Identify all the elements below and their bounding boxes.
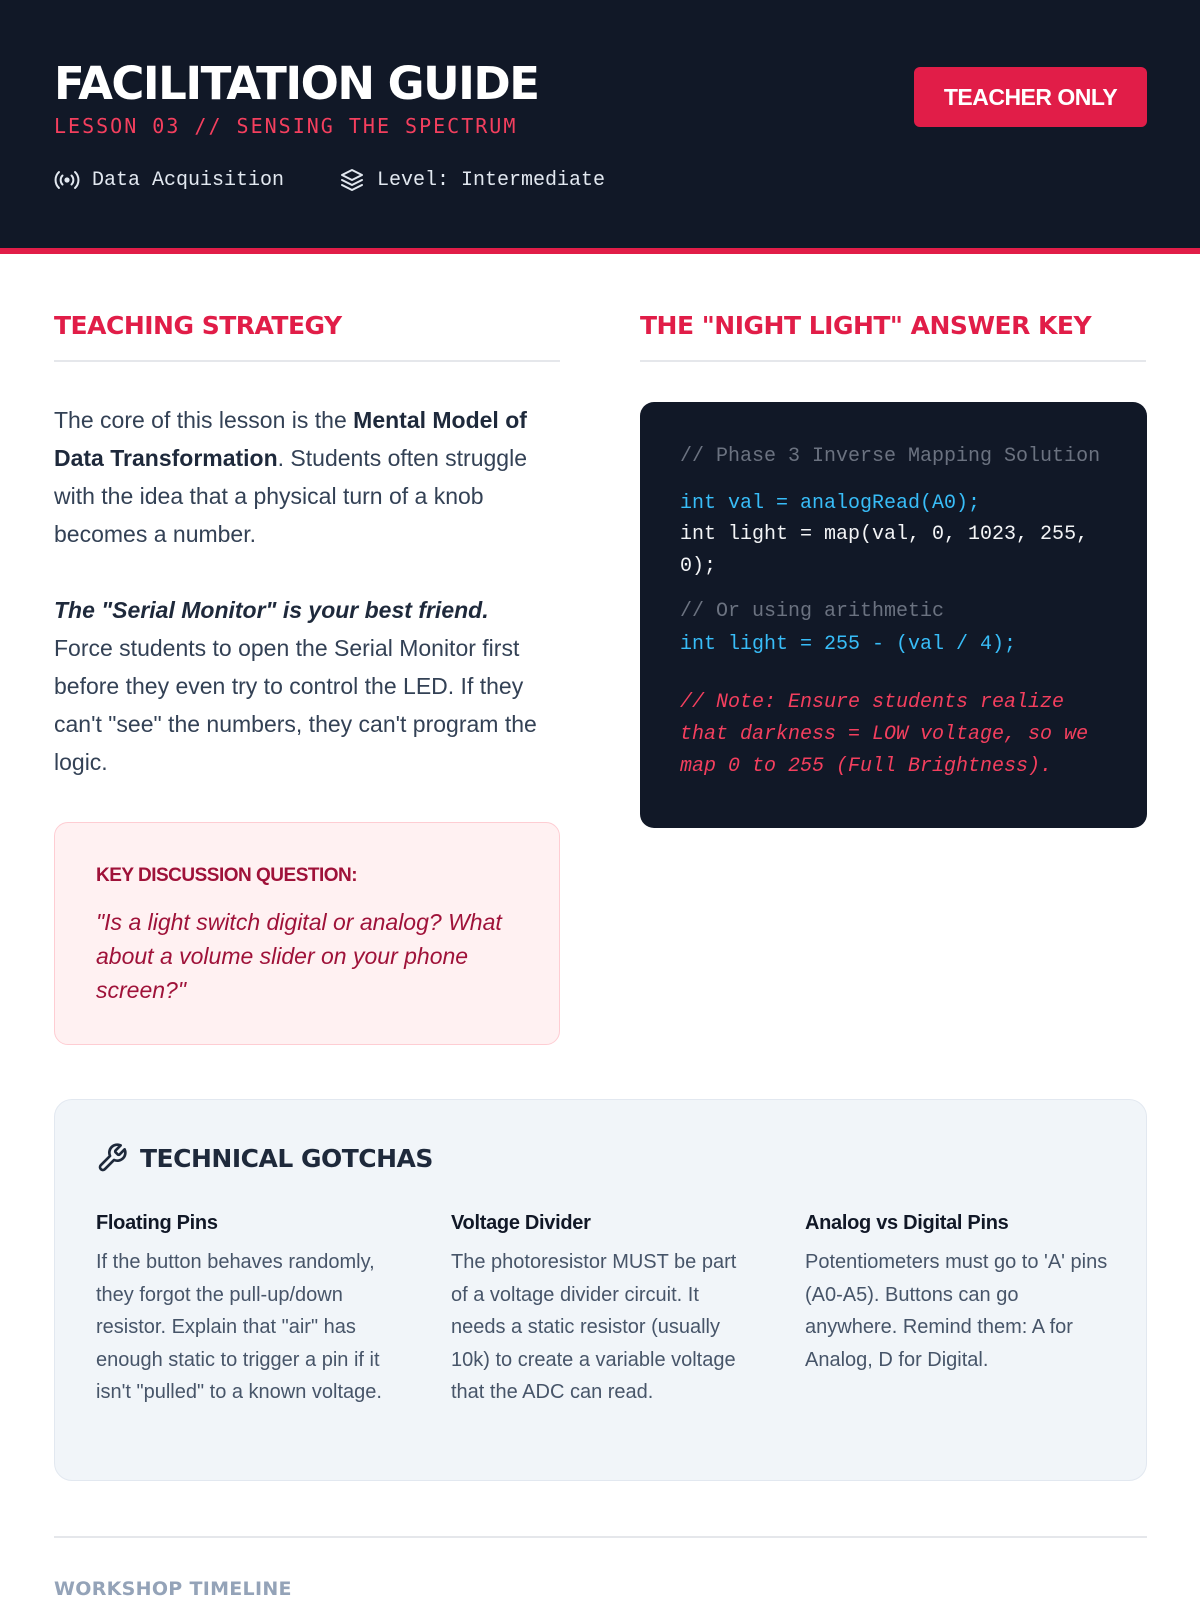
gotcha-voltage-divider [451, 1210, 756, 1409]
gotcha-floating-pins [96, 1210, 401, 1409]
lead-text: The "Serial Monitor" is your best friend. [54, 597, 489, 623]
strategy-body [54, 401, 564, 819]
code-line: int val = analogRead(A0); [680, 492, 981, 515]
code-note: that darkness = LOW voltage, so we [680, 723, 1089, 746]
gotcha-text: The photoresistor MUST be part of a voltage divider circuit. It needs a static resistor (usually 10k) to create a variable voltage that the ADC can read. [451, 1251, 737, 1403]
wrench-icon [96, 1142, 128, 1174]
gotcha-text: Potentiometers must go to 'A' pins (A0-A5). Buttons can go anywhere. Remind them: A for Analog, D for Digital. [805, 1251, 1108, 1371]
discussion-question-card [54, 822, 560, 1045]
page-title: FACILITATION GUIDE [54, 57, 539, 110]
code-comment: // Phase 3 Inverse Mapping Solution [680, 445, 1101, 468]
teaching-strategy-heading: TEACHING STRATEGY [54, 311, 342, 340]
workshop-timeline-heading: WORKSHOP TIMELINE [54, 1578, 292, 1600]
question-label: KEY DISCUSSION QUESTION: [96, 865, 358, 886]
divider [54, 1536, 1147, 1538]
divider [640, 360, 1146, 362]
gotcha-title: Voltage Divider [451, 1212, 591, 1234]
gotcha-title: Floating Pins [96, 1212, 218, 1234]
gotcha-title: Analog vs Digital Pins [805, 1212, 1009, 1234]
code-line: 0); [680, 555, 717, 578]
code-comment: // Or using arithmetic [680, 600, 945, 623]
meta-data-acquisition [54, 166, 284, 194]
paragraph-text: Force students to open the Serial Monitor first before they even try to control the LED. If they can't "see" the numbers, they can't program the logic. [54, 635, 537, 775]
header [0, 0, 1200, 254]
question-text: "Is a light switch digital or analog? What about a volume slider on your phone screen?" [96, 909, 502, 1003]
gotchas-title: TECHNICAL GOTCHAS [140, 1143, 433, 1173]
strategy-paragraph-2 [54, 591, 564, 781]
code-block [640, 402, 1147, 828]
paragraph-text: The core of this lesson is the [54, 407, 354, 433]
gotchas-header [96, 1140, 433, 1176]
broadcast-icon [54, 170, 80, 190]
paragraph-text: . Students often struggle with the idea that a physical turn of a knob becomes a number. [54, 445, 527, 547]
answer-key-heading: THE "NIGHT LIGHT" ANSWER KEY [640, 311, 1092, 340]
gotcha-text: If the button behaves randomly, they forgot the pull-up/down resistor. Explain that "air" has enough static to trigger a pin if it isn't "pulled" to a known voltage. [96, 1251, 382, 1403]
divider [54, 360, 560, 362]
meta-label: Level: Intermediate [377, 168, 606, 192]
code-note: map 0 to 255 (Full Brightness). [680, 755, 1053, 778]
layers-icon [339, 167, 365, 193]
code-line: int light = map(val, 0, 1023, 255, [680, 523, 1089, 546]
emphasis-text: Mental Model of Data Transformation [54, 407, 527, 471]
code-note: // Note: Ensure students realize [680, 691, 1065, 714]
technical-gotchas-panel [54, 1099, 1147, 1481]
code-line: int light = 255 - (val / 4); [680, 633, 1017, 656]
strategy-paragraph-1 [54, 401, 564, 553]
meta-label: Data Acquisition [92, 168, 285, 192]
teacher-only-badge: TEACHER ONLY [914, 67, 1147, 127]
meta-level [339, 166, 605, 194]
lesson-subtitle: LESSON 03 // SENSING THE SPECTRUM [54, 114, 518, 138]
gotcha-analog-vs-digital [805, 1210, 1110, 1376]
